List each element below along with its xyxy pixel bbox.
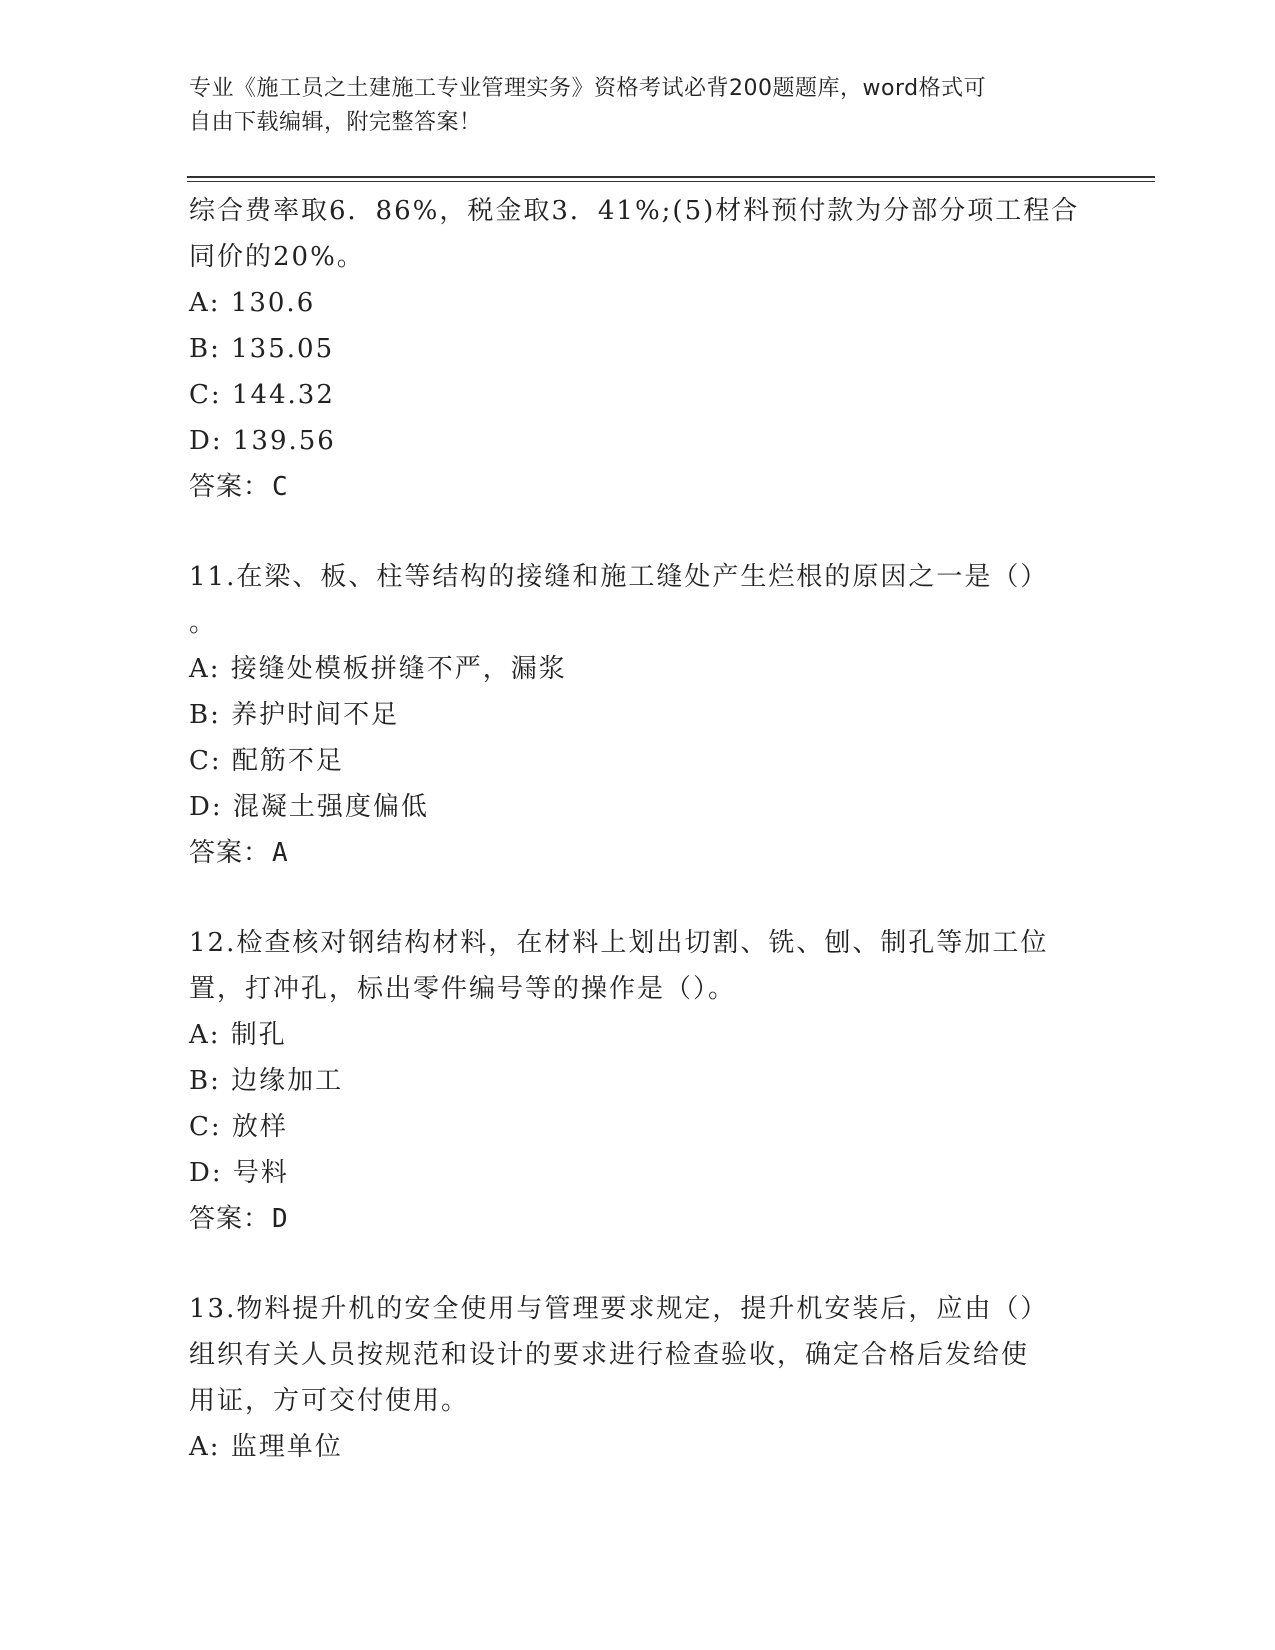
option-b: B: 135.05 <box>189 334 335 364</box>
page-header <box>189 72 1089 140</box>
stem-line: 组织有关人员按规范和设计的要求进行检查验收，确定合格后发给使 <box>189 1340 1030 1370</box>
answer-label: 答案： <box>189 472 271 502</box>
option-a: A: 监理单位 <box>189 1432 343 1462</box>
stem-line: 综合费率取6．86%，税金取3．41%;(5)材料预付款为分部分项工程合 <box>189 196 1080 226</box>
option-c: C: 配筋不足 <box>189 746 344 776</box>
answer-value: A <box>272 838 289 868</box>
option-b: B: 养护时间不足 <box>189 700 400 730</box>
question-stem <box>189 554 1089 646</box>
answer-value: C <box>272 472 289 502</box>
answer-line <box>189 830 1089 876</box>
option-d: D: 139.56 <box>189 426 336 456</box>
option-d: D: 混凝土强度偏低 <box>189 792 429 822</box>
stem-line: 。 <box>189 608 218 638</box>
question-block <box>189 188 1089 510</box>
answer-label: 答案： <box>189 838 271 868</box>
question-block <box>189 554 1089 876</box>
question-block <box>189 1286 1089 1470</box>
question-stem <box>189 920 1089 1012</box>
stem-line: 同价的20%。 <box>189 242 365 272</box>
header-divider <box>187 176 1155 182</box>
option-a: A: 接缝处模板拼缝不严，漏浆 <box>189 654 567 684</box>
question-stem <box>189 1286 1089 1424</box>
option-b: B: 边缘加工 <box>189 1066 344 1096</box>
stem-line: 11.在梁、板、柱等结构的接缝和施工缝处产生烂根的原因之一是（） <box>189 562 1049 592</box>
stem-line: 12.检查核对钢结构材料，在材料上划出切割、铣、刨、制孔等加工位 <box>189 928 1049 958</box>
option-c: C: 144.32 <box>189 380 335 410</box>
stem-line: 13.物料提升机的安全使用与管理要求规定，提升机安装后，应由（） <box>189 1294 1049 1324</box>
header-line-2: 自由下载编辑，附完整答案！ <box>189 110 482 135</box>
option-c: C: 放样 <box>189 1112 288 1142</box>
question-block <box>189 920 1089 1242</box>
stem-line: 置，打冲孔，标出零件编号等的操作是（）。 <box>189 974 737 1004</box>
stem-line: 用证，方可交付使用。 <box>189 1386 470 1416</box>
answer-line <box>189 464 1089 510</box>
answer-line <box>189 1196 1089 1242</box>
answer-label: 答案： <box>189 1204 271 1234</box>
option-a: A: 130.6 <box>189 288 316 318</box>
header-line-1: 专业《施工员之土建施工专业管理实务》资格考试必背200题题库，word格式可 <box>189 76 987 101</box>
answer-value: D <box>272 1204 289 1234</box>
option-a: A: 制孔 <box>189 1020 287 1050</box>
question-stem <box>189 188 1089 280</box>
question-list <box>189 188 1089 1470</box>
option-d: D: 号料 <box>189 1158 289 1188</box>
